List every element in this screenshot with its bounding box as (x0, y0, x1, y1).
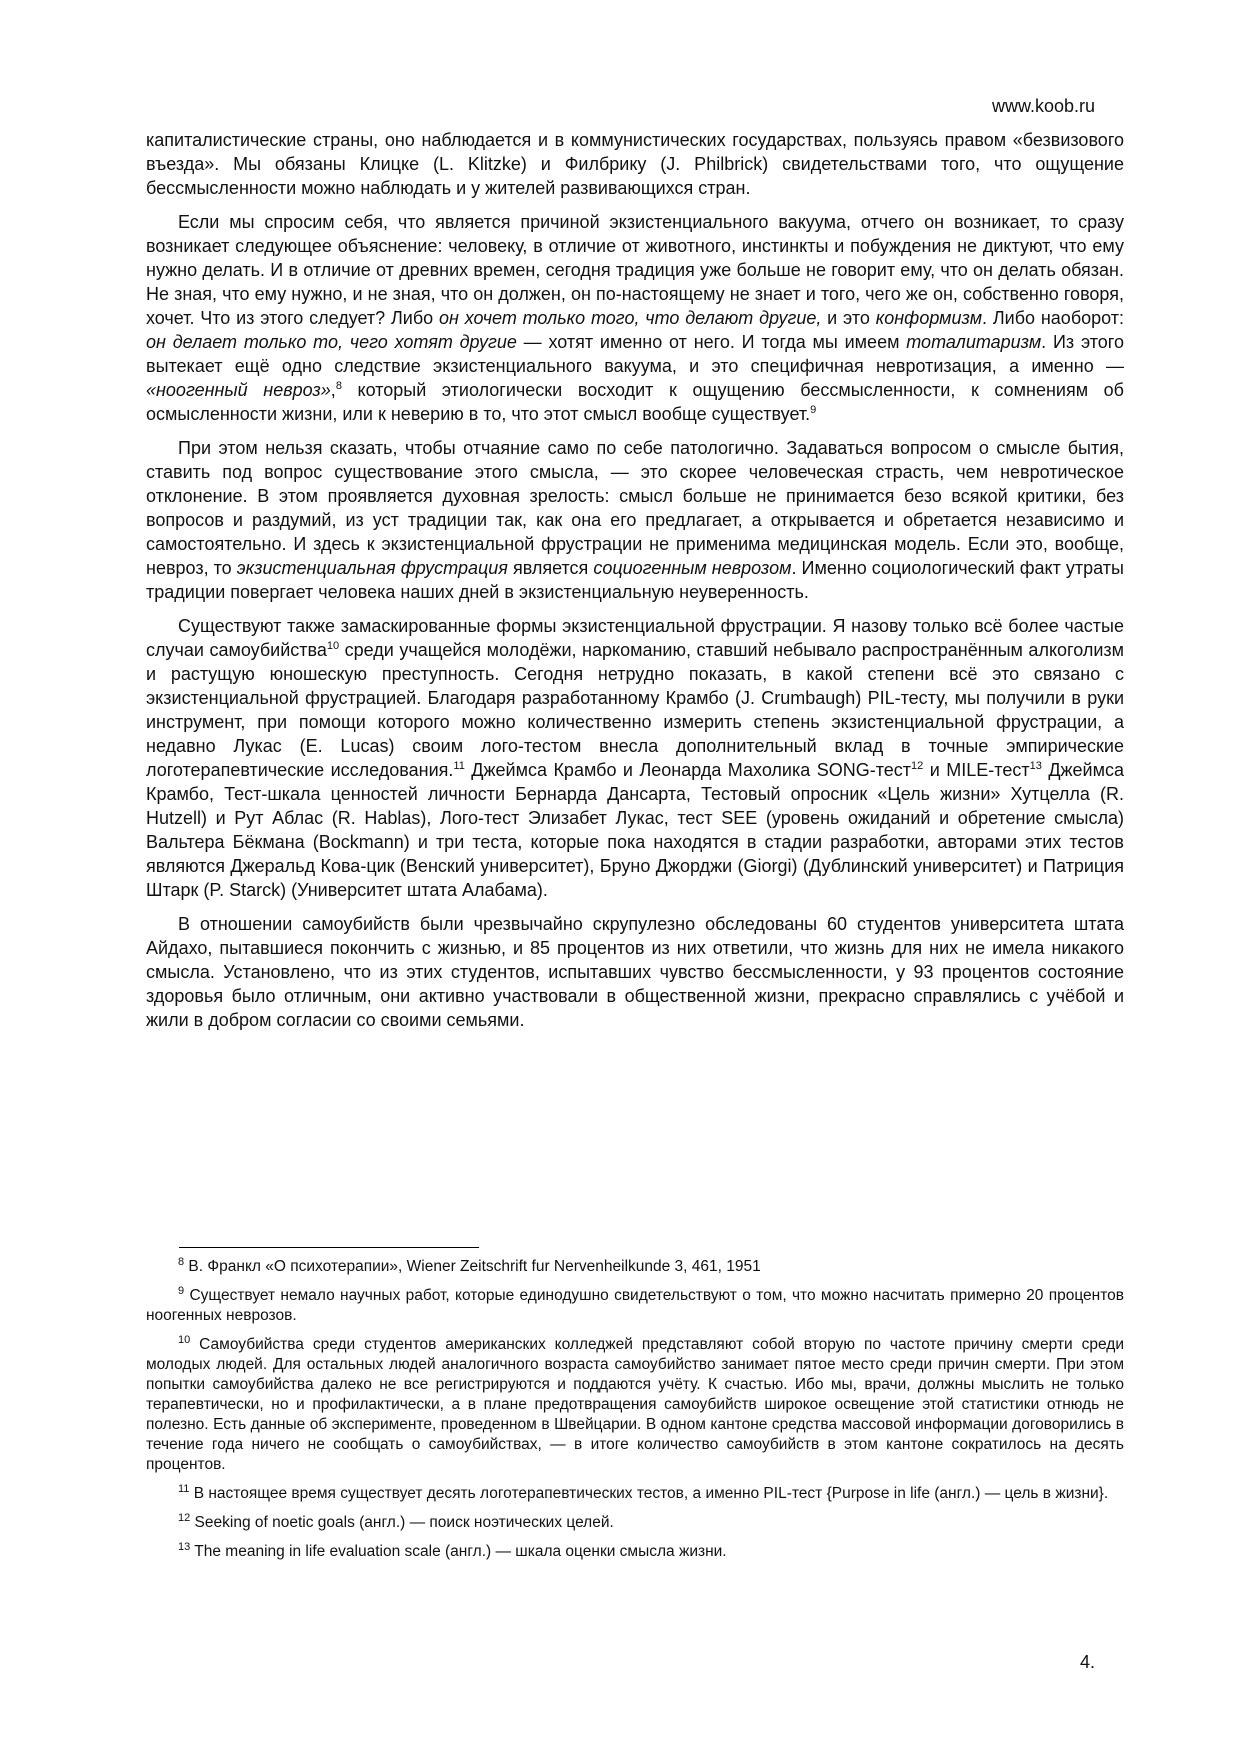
text-run: В отношении самоубийств были чрезвычайно скрупулезно обследованы 60 студентов университета штата Айдахо, пытавшиеся покончить с жизнью, и 85 процентов из них ответили, что жизнь для них не имела никакого смысла. Установлено, что из этих студентов, испытавших чувство бессмысленности, у 93 процентов состояние здоровья было отличным, они активно участвовали в общественной жизни, прекрасно справлялись с учёбой и жили в добром согласии со своими семьями. (146, 914, 1124, 1030)
footnote (146, 1335, 1124, 1475)
text-run: и MILE-тест (923, 760, 1030, 780)
footnote-text: The meaning in life evaluation scale (англ.) — шкала оценки смысла жизни. (190, 1543, 727, 1560)
text-run: Существуют также замаскированные формы экзистенциальной фрустрации. Я назову только всё более частые случаи самоубийства (146, 616, 1124, 660)
footnote-ref: 11 (453, 760, 465, 772)
footnote-text: В. Франкл «О психотерапии», Wiener Zeitschrift fur Nervenheilkunde 3, 461, 1951 (184, 1258, 761, 1275)
text-run: . Именно социологический факт утраты традиции повергает человека наших дней в экзистенциальную неуверенность. (146, 558, 1124, 602)
footnote-text: Seeking of noetic goals (англ.) — поиск ноэтических целей. (190, 1514, 614, 1531)
footnote (146, 1542, 1124, 1562)
body-paragraph (146, 210, 1124, 426)
text-run: — хотят именно от него. И тогда мы имеем (516, 332, 907, 352)
emphasis-text: тоталитаризм (906, 332, 1042, 352)
body-text (146, 128, 1124, 1042)
footnote-number: 10 (178, 1333, 191, 1346)
footnote-number: 11 (178, 1482, 190, 1495)
text-run: и это (821, 308, 876, 328)
page-number: 4. (1079, 1652, 1095, 1672)
emphasis-text: он хочет только того, что делают другие, (438, 308, 822, 328)
text-run: является (507, 558, 594, 578)
body-paragraph (146, 912, 1124, 1032)
text-run: , (330, 380, 336, 400)
footnote (146, 1257, 1124, 1277)
text-run: капиталистические страны, оно наблюдается и в коммунистических государствах, пользуясь правом «безвизового въезда». Мы обязаны Клицке (L. Klitzke) и Филбрику (J. Philbrick) свидетельствами того, что ощущение бессмысленности можно наблюдать и у жителей развивающихся стран. (146, 130, 1124, 198)
footnote-text: Самоубийства среди студентов американских колледжей представляют собой вторую по частоте причину смерти среди молодых людей. Для остальных людей аналогичного возраста самоубийство занимает пятое место среди причин смерти. При этом попытки самоубийства далеко не все регистрируются и поддаются учёту. К счастью. Ибо мы, врачи, должны мыслить не только терапевтически, но и профилактически, а в плане предотвращения самоубийств широкое освещение этой статистики отнюдь не полезно. Есть данные об эксперименте, проведенном в Швейцарии. В одном кантоне средства массовой информации договорились в течение года ничего не сообщать о самоубийствах, — в итоге количество самоубийств в этом кантоне сократилось на десять процентов. (146, 1336, 1124, 1473)
text-run: который этиологически восходит к ощущению бессмысленности, к сомнениям об осмысленности жизни, или к неверию в то, что этот смысл вообще существует. (146, 380, 1124, 424)
text-run: среди учащейся молодёжи, наркоманию, ставший небывало распространённым алкоголизм и растущую юношескую преступность. Сегодня нетрудно показать, в какой степени всё это связано с экзистенциальной фрустрацией. Благодаря разработанному Крамбо (J. Crumbaugh) PIL-тесту, мы получили в руки инструмент, при помощи которого можно количественно измерить степень экзистенциальной фрустрации, а недавно Лукас (E. Lucas) своим лого-тестом внесла дополнительный вклад в точные эмпирические логотерапевтические исследования. (146, 640, 1124, 780)
text-run: . Из этого вытекает ещё одно следствие экзистенциального вакуума, и это специфичная невротизация, а именно — (146, 332, 1124, 376)
emphasis-text: экзистенциальная фрустрация (236, 558, 508, 578)
footnote-number: 12 (178, 1511, 191, 1524)
footnote-ref: 10 (326, 640, 340, 652)
footnote-number: 13 (178, 1540, 191, 1553)
footnote-ref: 12 (911, 760, 924, 772)
footnote (146, 1513, 1124, 1533)
footnote-separator (179, 1247, 479, 1248)
footnote-number: 8 (178, 1255, 185, 1268)
footnotes (146, 1257, 1124, 1571)
body-paragraph (146, 614, 1124, 902)
emphasis-text: он делает только то, чего хотят другие (146, 332, 517, 352)
text-run: . Либо наоборот: (982, 308, 1125, 328)
body-paragraph (146, 436, 1124, 604)
footnote (146, 1484, 1124, 1504)
footnote-ref: 13 (1029, 760, 1042, 772)
text-run: Если мы спросим себя, что является причиной экзистенциального вакуума, отчего он возникает, то сразу возникает следующее объяснение: человеку, в отличие от животного, инстинкты и побуждения не диктуют, что ему нужно делать. И в отличие от древних времен, сегодня традиция уже больше не говорит ему, что он делать обязан. Не зная, что ему нужно, и не зная, что он должен, он по-настоящему не знает и того, чего же он, собственно говоря, хочет. Что из этого следует? Либо (146, 212, 1124, 328)
header-url: www.koob.ru (991, 96, 1095, 116)
footnote-ref: 8 (335, 380, 342, 392)
footnote (146, 1286, 1124, 1326)
footnote-ref: 9 (810, 404, 817, 416)
body-paragraph (146, 128, 1124, 200)
text-run: Джеймса Крамбо, Тест-шкала ценностей личности Бернарда Дансарта, Тестовый опросник «Цель жизни» Хутцелла (R. Hutzell) и Рут Аблас (R. Hablas), Лого-тест Элизабет Лукас, тест SEE (уровень ожиданий и обретение смысла) Вальтера Бёкмана (Bockmann) и три теста, которые пока находятся в стадии разработки, авторами этих тестов являются Джеральд Кова-цик (Венский университет), Бруно Джорджи (Giorgi) (Дублинский университет) и Патриция Штарк (P. Starck) (Университет штата Алабама). (146, 760, 1124, 900)
footnote-number: 9 (178, 1284, 185, 1297)
emphasis-text: социогенным неврозом (593, 558, 792, 578)
footnote-text: В настоящее время существует десять логотерапевтических тестов, а именно PIL-тест {Purpose in life (англ.) — цель в жизни}. (189, 1485, 1109, 1502)
emphasis-text: «ноогенный невроз» (146, 380, 331, 400)
text-run: При этом нельзя сказать, чтобы отчаяние само по себе патологично. Задаваться вопросом о смысле бытия, ставить под вопрос существование этого смысла, — это скорее человеческая страсть, чем невротическое отклонение. В этом проявляется духовная зрелость: смысл больше не принимается безо всякой критики, без вопросов и раздумий, из уст традиции так, как она его предлагает, а открывается и обретается независимо и самостоятельно. И здесь к экзистенциальной фрустрации не применима медицинская модель. Если это, вообще, невроз, то (146, 438, 1124, 578)
text-run: Джеймса Крамбо и Леонарда Махолика SONG-тест (464, 760, 912, 780)
emphasis-text: конформизм (875, 308, 983, 328)
footnote-text: Существует немало научных работ, которые единодушно свидетельствуют о том, что можно насчитать примерно 20 процентов ноогенных неврозов. (146, 1287, 1124, 1324)
